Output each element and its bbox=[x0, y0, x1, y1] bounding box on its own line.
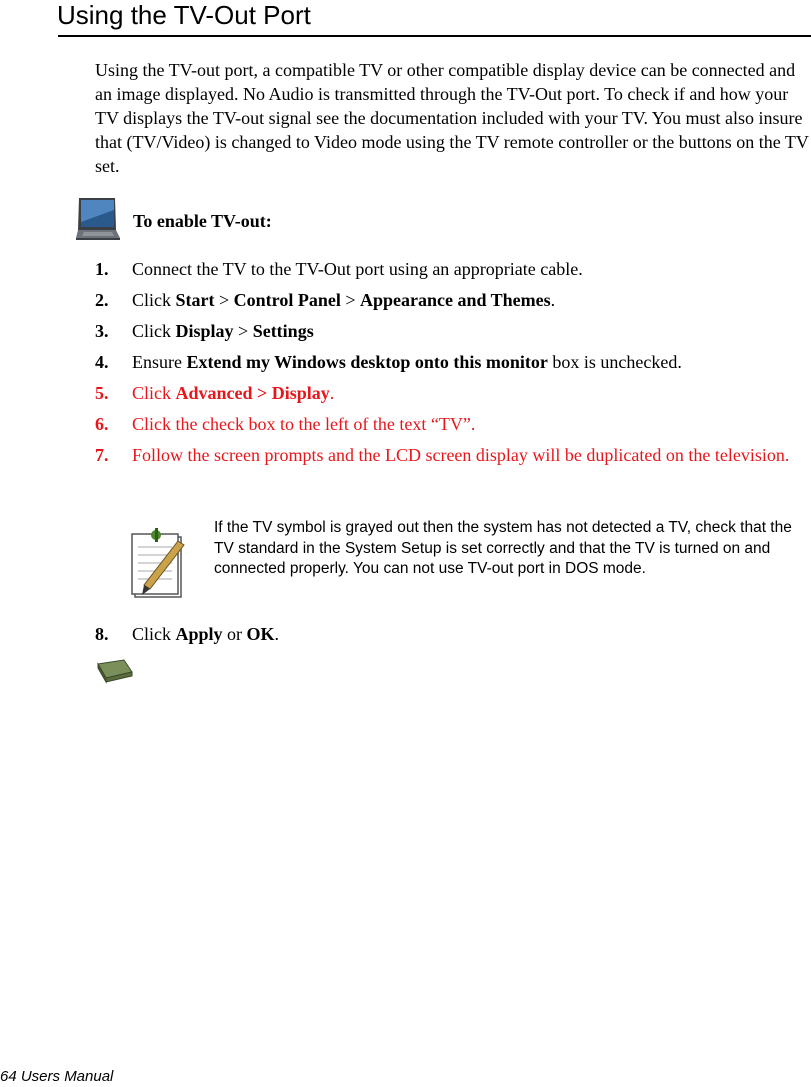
step-fragment: Click bbox=[132, 290, 176, 310]
step-number: 2. bbox=[95, 290, 109, 310]
step-fragment: Connect the TV to the TV-Out port using an appropriate cable. bbox=[132, 259, 583, 279]
procedure-title: To enable TV-out: bbox=[133, 211, 272, 231]
step-text bbox=[132, 350, 811, 374]
step-text bbox=[132, 288, 811, 312]
ui-term: Start bbox=[175, 290, 215, 310]
title-rule bbox=[58, 35, 811, 37]
list-item bbox=[95, 257, 811, 281]
step-fragment: Click bbox=[132, 624, 176, 644]
list-item bbox=[95, 288, 811, 312]
closed-laptop-icon bbox=[96, 658, 134, 684]
laptop-icon bbox=[75, 196, 121, 242]
step-fragment: Ensure bbox=[132, 352, 187, 372]
list-item bbox=[95, 622, 811, 646]
step-text bbox=[132, 443, 811, 467]
step-number: 5. bbox=[95, 383, 109, 403]
step-number: 3. bbox=[95, 321, 109, 341]
ui-term: Appearance and Themes bbox=[359, 290, 551, 310]
step-fragment: > bbox=[214, 290, 234, 310]
step-text bbox=[132, 257, 811, 281]
page-footer: 64 Users Manual bbox=[0, 1068, 114, 1085]
step-fragment: Click bbox=[132, 321, 176, 341]
ui-term: OK bbox=[246, 624, 275, 644]
step-fragment: . bbox=[329, 383, 335, 403]
step-text bbox=[132, 319, 811, 343]
step-fragment: or bbox=[222, 624, 247, 644]
list-item bbox=[95, 319, 811, 343]
list-item bbox=[95, 381, 811, 405]
list-item bbox=[95, 412, 811, 436]
step-number: 8. bbox=[95, 624, 109, 644]
ui-term: Display bbox=[175, 321, 234, 341]
note-pencil-icon bbox=[128, 525, 188, 601]
step-text bbox=[132, 622, 811, 646]
steps-list bbox=[95, 257, 811, 474]
step-text bbox=[132, 412, 811, 436]
step-number: 7. bbox=[95, 445, 109, 465]
ui-term: Apply bbox=[175, 624, 223, 644]
step-fragment: box is unchecked. bbox=[547, 352, 682, 372]
ui-term: Advanced > Display bbox=[175, 383, 330, 403]
ui-term: Extend my Windows desktop onto this monitor bbox=[186, 352, 548, 372]
step-number: 4. bbox=[95, 352, 109, 372]
step-fragment: . bbox=[550, 290, 556, 310]
final-step bbox=[95, 622, 811, 653]
step-fragment: . bbox=[274, 624, 280, 644]
note-text: If the TV symbol is grayed out then the system has not detected a TV, check that the TV standard in the System Setup is set correctly and that the TV is turned on and connected properly. You can not use TV-out port in DOS mode. bbox=[214, 519, 792, 577]
ui-term: Settings bbox=[252, 321, 314, 341]
step-number: 6. bbox=[95, 414, 109, 434]
list-item bbox=[95, 443, 811, 467]
step-fragment: > bbox=[233, 321, 253, 341]
ui-term: Control Panel bbox=[233, 290, 341, 310]
step-number: 1. bbox=[95, 259, 109, 279]
intro-paragraph: Using the TV-out port, a compatible TV or other compatible display device can be connected and an image displayed. No Audio is transmitted through the TV-Out port. To check if and how your TV displays the TV-out signal see the documentation included with your TV. You must also insure that (TV/Video) is changed to Video mode using the TV remote controller or the buttons on the TV set. bbox=[95, 60, 809, 176]
list-item bbox=[95, 350, 811, 374]
step-fragment: > bbox=[340, 290, 360, 310]
step-fragment: Click the check box to the left of the text “TV”. bbox=[132, 414, 476, 434]
page-title: Using the TV-Out Port bbox=[57, 0, 311, 30]
step-fragment: Click bbox=[132, 383, 176, 403]
step-fragment: Follow the screen prompts and the LCD screen display will be duplicated on the television. bbox=[132, 445, 790, 465]
step-text bbox=[132, 381, 811, 405]
